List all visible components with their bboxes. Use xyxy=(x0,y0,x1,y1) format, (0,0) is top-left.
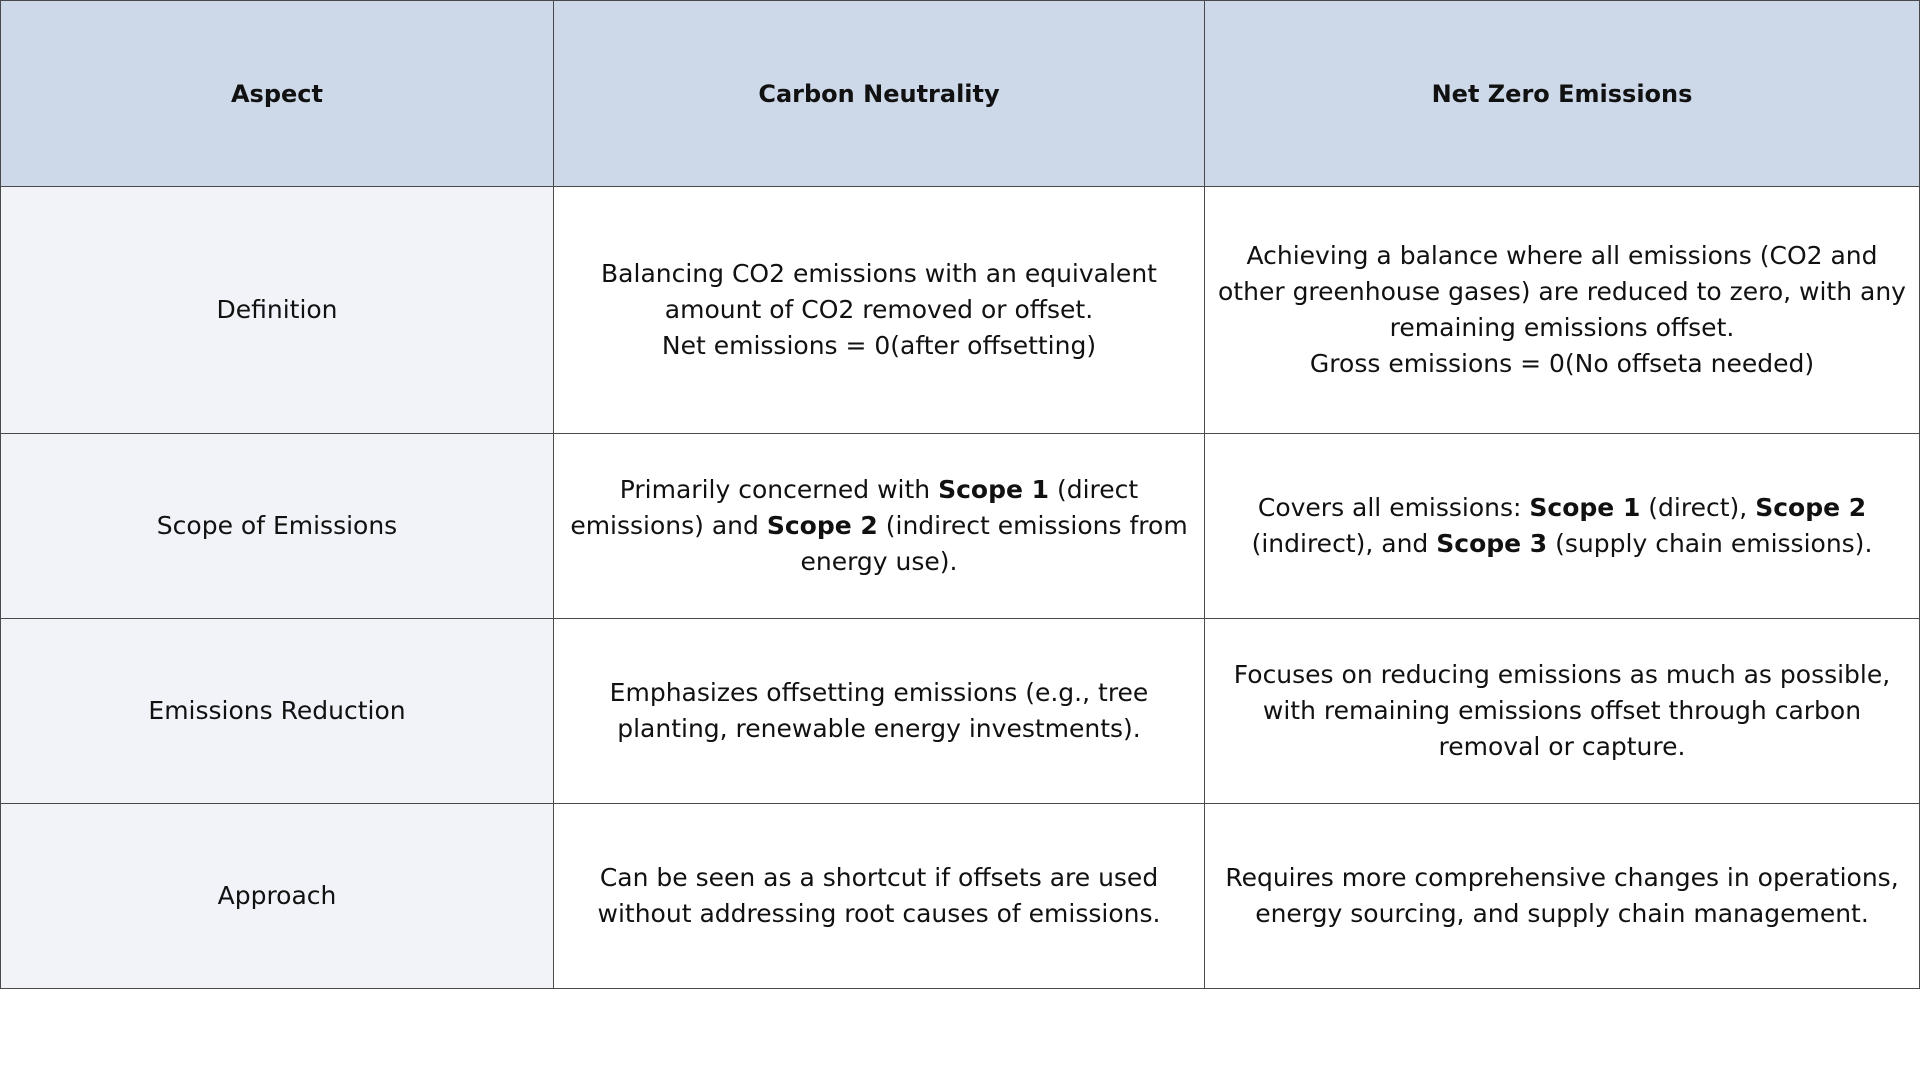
aspect-cell: Scope of Emissions xyxy=(1,434,554,619)
cell-line: planting, renewable energy investments). xyxy=(617,714,1141,743)
cell-line: other greenhouse gases) are reduced to zero, with any xyxy=(1218,277,1906,306)
cell-line: removal or capture. xyxy=(1438,732,1686,761)
carbon-neutrality-cell xyxy=(554,619,1205,804)
cell-line xyxy=(1215,526,1909,562)
cell-line xyxy=(1215,490,1909,526)
cell-line: without addressing root causes of emissions. xyxy=(597,899,1161,928)
header-row xyxy=(1,1,1920,187)
table-row xyxy=(1,187,1920,434)
text-run: Primarily concerned with xyxy=(619,475,939,504)
table-row xyxy=(1,434,1920,619)
table-row xyxy=(1,619,1920,804)
header-net-zero-emissions: Net Zero Emissions xyxy=(1205,1,1920,187)
scope-1-bold: Scope 1 xyxy=(1529,493,1641,522)
text-run: (indirect), and xyxy=(1251,529,1437,558)
text-run: emissions) and xyxy=(570,511,767,540)
carbon-neutrality-cell xyxy=(554,804,1205,989)
net-zero-cell xyxy=(1205,804,1920,989)
text-run: (indirect emissions from xyxy=(877,511,1188,540)
text-run: (supply chain emissions). xyxy=(1547,529,1873,558)
aspect-cell: Emissions Reduction xyxy=(1,619,554,804)
cell-line: amount of CO2 removed or offset. xyxy=(664,295,1094,324)
cell-line: energy use). xyxy=(800,547,958,576)
cell-line: Gross emissions = 0(No offseta needed) xyxy=(1309,349,1815,378)
net-zero-cell xyxy=(1205,434,1920,619)
aspect-cell: Approach xyxy=(1,804,554,989)
net-zero-cell xyxy=(1205,619,1920,804)
cell-line: Focuses on reducing emissions as much as possible, xyxy=(1233,660,1891,689)
header-carbon-neutrality: Carbon Neutrality xyxy=(554,1,1205,187)
cell-line: remaining emissions offset. xyxy=(1389,313,1735,342)
cell-line: Can be seen as a shortcut if offsets are used xyxy=(599,863,1159,892)
scope-2-bold: Scope 2 xyxy=(1755,493,1867,522)
cell-line: Achieving a balance where all emissions (CO2 and xyxy=(1246,241,1878,270)
cell-line: Emphasizes offsetting emissions (e.g., tree xyxy=(609,678,1149,707)
scope-1-bold: Scope 1 xyxy=(938,475,1050,504)
text-run: (direct), xyxy=(1640,493,1756,522)
text-run: (direct xyxy=(1049,475,1139,504)
scope-2-bold: Scope 2 xyxy=(766,511,878,540)
scope-3-bold: Scope 3 xyxy=(1436,529,1548,558)
carbon-neutrality-cell xyxy=(554,187,1205,434)
cell-line: Net emissions = 0(after offsetting) xyxy=(661,331,1097,360)
header-aspect: Aspect xyxy=(1,1,554,187)
cell-line: Requires more comprehensive changes in operations, xyxy=(1225,863,1899,892)
cell-line xyxy=(564,472,1194,508)
net-zero-cell xyxy=(1205,187,1920,434)
aspect-cell: Definition xyxy=(1,187,554,434)
carbon-neutrality-cell xyxy=(554,434,1205,619)
cell-line xyxy=(564,508,1194,544)
text-run: Covers all emissions: xyxy=(1257,493,1530,522)
table-row xyxy=(1,804,1920,989)
cell-line: energy sourcing, and supply chain management. xyxy=(1255,899,1869,928)
cell-line: Balancing CO2 emissions with an equivalent xyxy=(601,259,1157,288)
cell-line: with remaining emissions offset through carbon xyxy=(1262,696,1862,725)
